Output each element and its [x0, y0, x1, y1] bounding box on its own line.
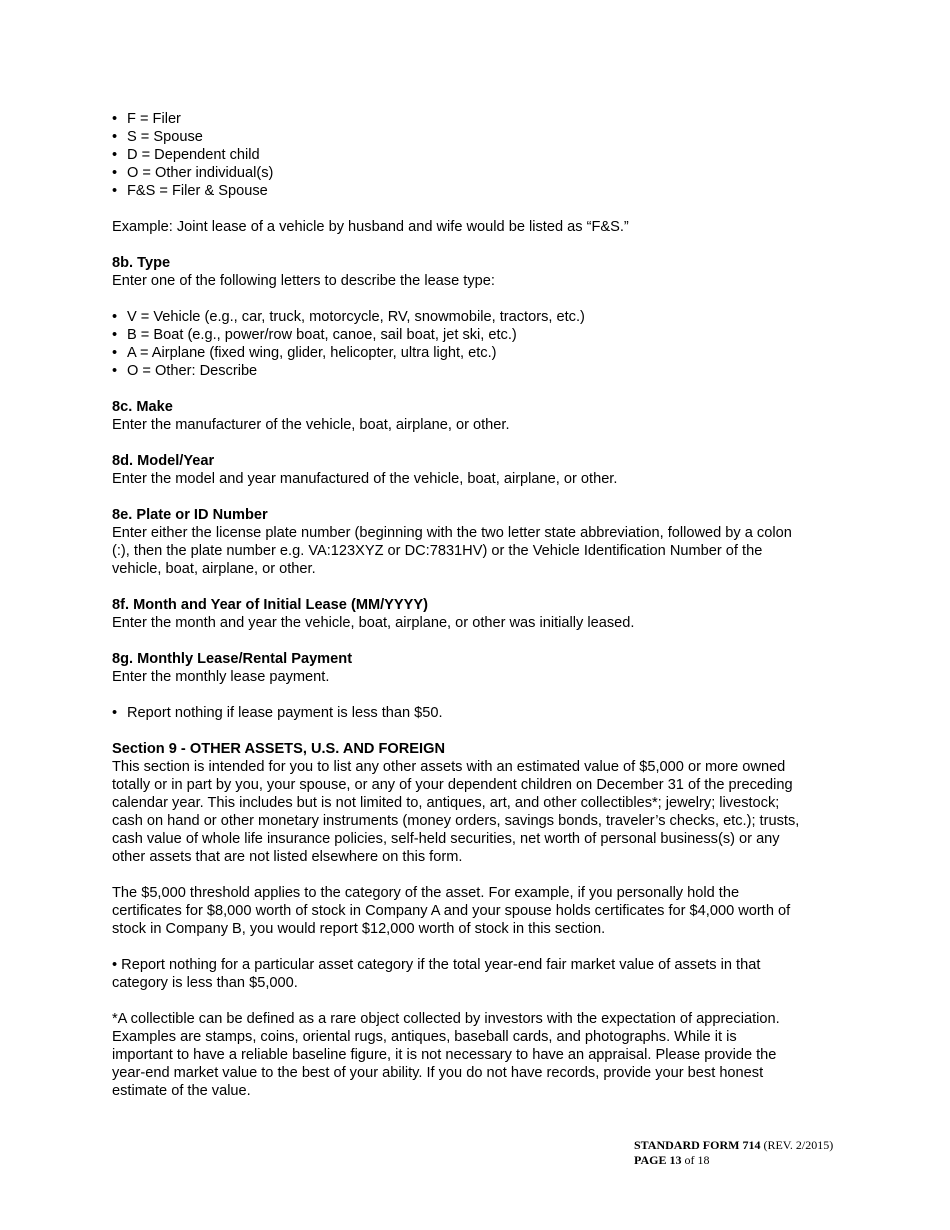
text-line: vehicle, boat, airplane, or other. [112, 561, 316, 577]
text-line: *A collectible can be defined as a rare object collected by investors with the expectation of appreciation. [112, 1011, 780, 1027]
section-8g-heading: 8g. Monthly Lease/Rental Payment [112, 651, 353, 667]
text-line: The $5,000 threshold applies to the category of the asset. For example, if you personally hold the [112, 885, 740, 901]
text-line: Examples are stamps, coins, oriental rugs, antiques, baseball cards, and photographs. While it is [112, 1029, 737, 1045]
form-revision: (REV. 2/2015) [763, 1138, 834, 1152]
text-line: calendar year. This includes but is not limited to, antiques, art, and other collectibles*; jewelry; livestock; [112, 795, 780, 811]
section-9-intro [112, 758, 847, 866]
text-line: cash on hand or other monetary instruments (money orders, savings bonds, traveler’s checks, etc.); trusts, [112, 813, 800, 829]
page-number [634, 1153, 833, 1168]
list-item: • O = Other individual(s) [112, 164, 847, 182]
section-8e-text [112, 524, 847, 578]
text-line: (:), then the plate number e.g. VA:123XYZ or DC:7831HV) or the Vehicle Identification Number of the [112, 543, 763, 559]
list-item: • A = Airplane (fixed wing, glider, helicopter, ultra light, etc.) [112, 344, 847, 362]
text-line: other assets that are not listed elsewhere on this form. [112, 849, 463, 865]
section-8d-heading: 8d. Model/Year [112, 453, 215, 469]
text-line: stock in Company B, you would report $12,000 worth of stock in this section. [112, 921, 606, 937]
text-line: important to have a reliable baseline figure, it is not necessary to have an appraisal. Please provide the [112, 1047, 777, 1063]
list-item: • Report nothing if lease payment is less than $50. [112, 704, 847, 722]
list-item: • D = Dependent child [112, 146, 847, 164]
section-8c-text: Enter the manufacturer of the vehicle, boat, airplane, or other. [112, 417, 510, 433]
lease-type-list [112, 308, 847, 380]
page-footer [634, 1138, 833, 1168]
list-item: • O = Other: Describe [112, 362, 847, 380]
text-line: certificates for $8,000 worth of stock in Company A and your spouse holds certificates for $4,000 worth of [112, 903, 791, 919]
section-8e-heading: 8e. Plate or ID Number [112, 507, 268, 523]
page-total: of 18 [684, 1153, 710, 1167]
section-8g-text: Enter the monthly lease payment. [112, 669, 330, 685]
section-8b-heading: 8b. Type [112, 255, 171, 271]
section-8c-heading: 8c. Make [112, 399, 173, 415]
text-line: estimate of the value. [112, 1083, 251, 1099]
list-item: • F = Filer [112, 110, 847, 128]
page-label: PAGE 13 [634, 1153, 682, 1167]
text-line: cash value of whole life insurance policies, self-held securities, net worth of personal business(s) or any [112, 831, 780, 847]
form-name: STANDARD FORM 714 [634, 1138, 761, 1152]
text-line: This section is intended for you to list any other assets with an estimated value of $5,000 or more owned [112, 759, 786, 775]
text-line: year-end market value to the best of your ability. If you do not have records, provide your best honest [112, 1065, 764, 1081]
asset-category-note [112, 956, 847, 992]
list-item: • B = Boat (e.g., power/row boat, canoe, sail boat, jet ski, etc.) [112, 326, 847, 344]
section-9-heading: Section 9 - OTHER ASSETS, U.S. AND FOREIGN [112, 741, 445, 757]
list-item: • S = Spouse [112, 128, 847, 146]
note-text: Report nothing for a particular asset category if the total year-end fair market value of assets in that [121, 957, 761, 973]
list-item: • V = Vehicle (e.g., car, truck, motorcycle, RV, snowmobile, tractors, etc.) [112, 308, 847, 326]
text-line: category is less than $5,000. [112, 975, 298, 991]
lease-payment-note [112, 704, 847, 722]
list-item: • F&S = Filer & Spouse [112, 182, 847, 200]
section-8b-intro: Enter one of the following letters to describe the lease type: [112, 273, 495, 289]
filer-code-list [112, 110, 847, 200]
text-line: totally or in part by you, your spouse, or any of your dependent children on December 31 of the preceding [112, 777, 793, 793]
bullet-icon: • [112, 957, 122, 973]
text-line [112, 956, 847, 974]
filer-example: Example: Joint lease of a vehicle by husband and wife would be listed as “F&S.” [112, 219, 629, 235]
section-8f-heading: 8f. Month and Year of Initial Lease (MM/YYYY) [112, 597, 428, 613]
document-page [112, 110, 847, 1100]
section-8d-text: Enter the model and year manufactured of the vehicle, boat, airplane, or other. [112, 471, 618, 487]
threshold-paragraph [112, 884, 847, 938]
section-8f-text: Enter the month and year the vehicle, boat, airplane, or other was initially leased. [112, 615, 635, 631]
collectible-paragraph [112, 1010, 847, 1100]
text-line: Enter either the license plate number (beginning with the two letter state abbreviation, followed by a colon [112, 525, 792, 541]
form-identifier [634, 1138, 833, 1153]
